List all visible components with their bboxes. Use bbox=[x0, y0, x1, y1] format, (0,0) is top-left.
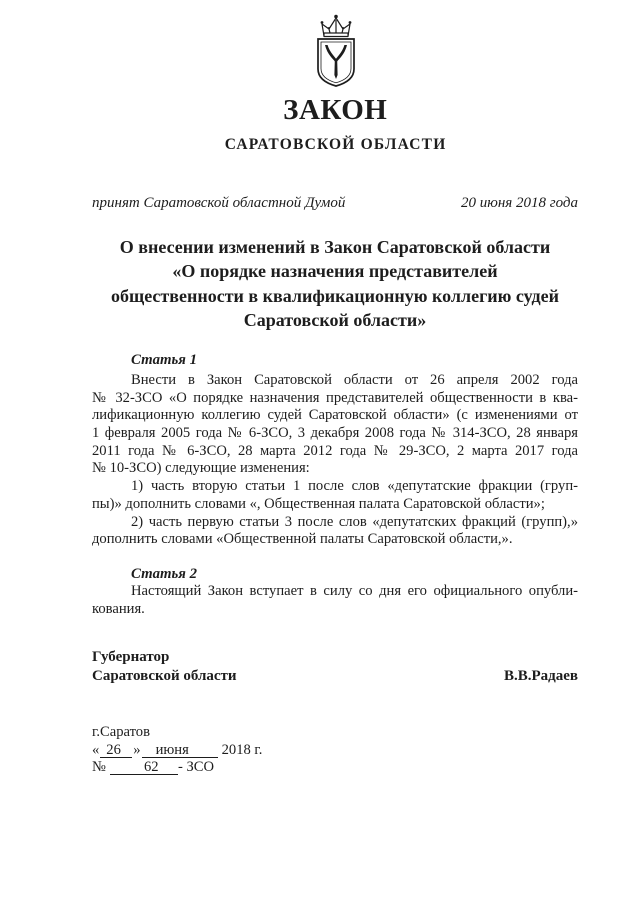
saratov-oblast-coat-of-arms-icon bbox=[315, 12, 357, 88]
signature-block bbox=[92, 648, 578, 686]
text-line: лификационную коллегию судей Саратовской области» (с изменениями от bbox=[92, 407, 578, 424]
signatory-name: В.В.Радаев bbox=[503, 668, 578, 684]
article-2-body bbox=[92, 583, 578, 618]
text-line: № 32-ЗСО «О порядке назначения представителей общественности в ква- bbox=[92, 389, 578, 406]
place-of-signing: г.Саратов bbox=[92, 724, 150, 740]
text-line: Внести в Закон Саратовской области от 26 апреля 2002 года bbox=[131, 372, 578, 388]
registration-block bbox=[92, 724, 578, 777]
law-title bbox=[92, 235, 578, 332]
signature-row bbox=[92, 667, 578, 686]
adopted-by-text: принят Саратовской областной Думой bbox=[92, 195, 346, 211]
text-line: Настоящий Закон вступает в силу со дня его официального опубли- bbox=[131, 583, 578, 599]
number-field: 62 bbox=[110, 761, 178, 775]
text-line: кования. bbox=[92, 600, 145, 617]
law-number bbox=[92, 759, 578, 777]
article-1-body bbox=[92, 372, 578, 549]
text-line: 2) часть первую статьи 3 после слов «депутатских фракций (групп),» bbox=[131, 513, 578, 530]
text-line: дополнить словами «Общественной палаты Саратовской области,». bbox=[92, 531, 513, 548]
crown-icon bbox=[322, 18, 350, 37]
coat-of-arms bbox=[315, 12, 357, 88]
article-1-heading: Статья 1 bbox=[131, 352, 197, 368]
signatory-region: Саратовской области bbox=[92, 668, 237, 684]
article-2-heading: Статья 2 bbox=[131, 566, 197, 582]
text-line: пы)» дополнить словами «, Общественная палата Саратовской области»; bbox=[92, 495, 545, 512]
text-line: № 10-ЗСО) следующие изменения: bbox=[92, 460, 310, 477]
number-sign: № bbox=[92, 759, 106, 775]
adoption-line bbox=[92, 194, 578, 212]
signatory-position: Губернатор bbox=[92, 649, 170, 665]
text-line: 2011 года № 6-ЗСО, 28 марта 2012 года № 29-ЗСО, 2 марта 2017 года bbox=[92, 442, 578, 459]
document-type-heading: ЗАКОН bbox=[283, 94, 388, 126]
law-title-line: Саратовской области» bbox=[243, 309, 427, 330]
date-close-quote: » bbox=[133, 741, 141, 758]
day-field: 26 bbox=[100, 744, 132, 758]
law-title-line: общественности в квалификационную коллегию судей bbox=[111, 285, 559, 306]
signing-date bbox=[92, 742, 578, 760]
region-heading: САРАТОВСКОЙ ОБЛАСТИ bbox=[224, 136, 447, 153]
month-field: июня bbox=[142, 744, 218, 758]
year-text: 2018 г. bbox=[221, 741, 263, 758]
adoption-date: 20 июня 2018 года bbox=[461, 195, 578, 211]
law-title-line: «О порядке назначения представителей bbox=[172, 261, 498, 282]
number-suffix: - ЗСО bbox=[177, 759, 215, 775]
text-line: 1 февраля 2005 года № 6-ЗСО, 3 декабря 2008 года № 314-ЗСО, 28 января bbox=[92, 425, 578, 442]
text-line: 1) часть вторую статьи 1 после слов «депутатские фракции (груп- bbox=[131, 478, 578, 495]
law-title-line: О внесении изменений в Закон Саратовской области bbox=[119, 237, 551, 257]
date-open-quote: « bbox=[92, 741, 100, 758]
